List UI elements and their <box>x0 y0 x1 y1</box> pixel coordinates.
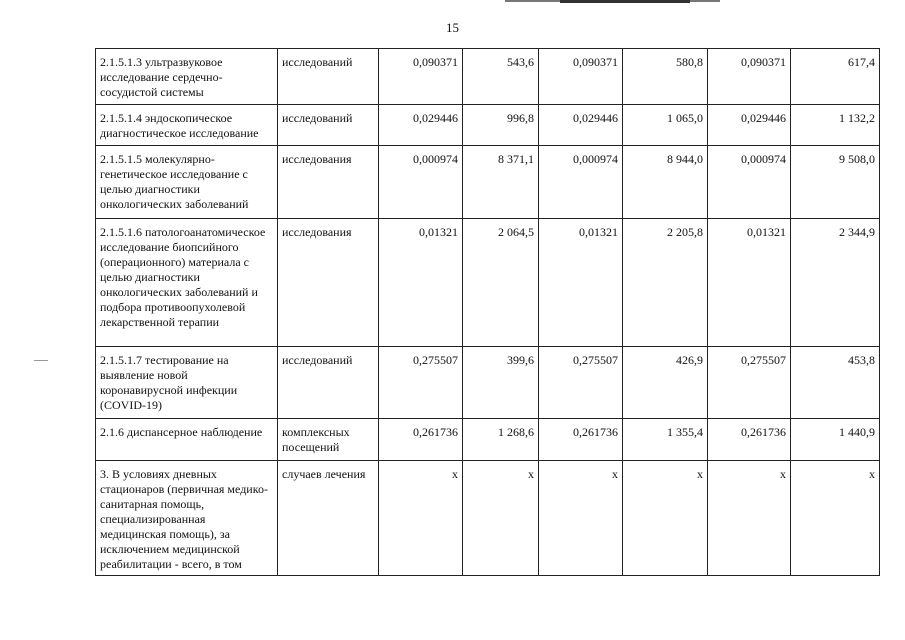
row-name: 2.1.5.1.6 патологоанатомическое исследование биопсийного (операционного) материала с целью диагностики онкологических заболеваний и подбора противоопухолевой лекарственной терапии <box>96 219 278 347</box>
table-row <box>96 461 880 576</box>
table-row <box>96 219 880 347</box>
row-value: x <box>379 461 463 576</box>
row-value: 543,6 <box>463 49 539 105</box>
row-value: 1 065,0 <box>623 105 708 146</box>
row-name: 2.1.6 диспансерное наблюдение <box>96 419 278 461</box>
row-value: 0,275507 <box>539 347 623 419</box>
row-value: 0,029446 <box>539 105 623 146</box>
row-value: 0,261736 <box>379 419 463 461</box>
row-value: x <box>623 461 708 576</box>
row-value: x <box>791 461 880 576</box>
row-unit: исследования <box>278 146 379 219</box>
row-unit: комплексных посещений <box>278 419 379 461</box>
row-value: 1 132,2 <box>791 105 880 146</box>
row-value: 399,6 <box>463 347 539 419</box>
row-value: 0,01321 <box>539 219 623 347</box>
row-value: 9 508,0 <box>791 146 880 219</box>
row-value: 0,000974 <box>379 146 463 219</box>
row-value: x <box>708 461 791 576</box>
row-value: 1 355,4 <box>623 419 708 461</box>
page-number: 15 <box>446 20 459 35</box>
row-value: 426,9 <box>623 347 708 419</box>
row-value: 0,090371 <box>539 49 623 105</box>
row-value: 996,8 <box>463 105 539 146</box>
table-row <box>96 49 880 105</box>
table-row <box>96 347 880 419</box>
row-value: 0,275507 <box>379 347 463 419</box>
row-value: 0,029446 <box>379 105 463 146</box>
row-value: 2 064,5 <box>463 219 539 347</box>
row-unit: исследований <box>278 49 379 105</box>
scan-artifact <box>560 0 690 3</box>
row-name: 3. В условиях дневных стационаров (первичная медико-санитарная помощь, специализированная медицинская помощь), за исключением медицинской реабилитации - всего, в том <box>96 461 278 576</box>
table-row <box>96 105 880 146</box>
row-value: x <box>539 461 623 576</box>
row-unit: исследования <box>278 219 379 347</box>
row-value: 0,01321 <box>379 219 463 347</box>
row-value: 0,029446 <box>708 105 791 146</box>
row-value: 0,275507 <box>708 347 791 419</box>
row-unit: исследований <box>278 347 379 419</box>
row-value: 580,8 <box>623 49 708 105</box>
row-value: 0,01321 <box>708 219 791 347</box>
row-value: 0,090371 <box>708 49 791 105</box>
row-value: 1 268,6 <box>463 419 539 461</box>
row-value: 453,8 <box>791 347 880 419</box>
row-value: 2 205,8 <box>623 219 708 347</box>
row-value: 0,000974 <box>539 146 623 219</box>
row-value: 0,000974 <box>708 146 791 219</box>
row-value: 2 344,9 <box>791 219 880 347</box>
row-value: 0,090371 <box>379 49 463 105</box>
table-row <box>96 419 880 461</box>
row-name: 2.1.5.1.5 молекулярно-генетическое исследование с целью диагностики онкологических заболеваний <box>96 146 278 219</box>
table-row <box>96 146 880 219</box>
row-name: 2.1.5.1.3 ультразвуковое исследование сердечно-сосудистой системы <box>96 49 278 105</box>
row-value: 8 371,1 <box>463 146 539 219</box>
row-value: 0,261736 <box>708 419 791 461</box>
row-unit: случаев лечения <box>278 461 379 576</box>
row-name: 2.1.5.1.7 тестирование на выявление новой коронавирусной инфекции (COVID-19) <box>96 347 278 419</box>
margin-mark <box>34 360 48 361</box>
row-unit: исследований <box>278 105 379 146</box>
row-value: 617,4 <box>791 49 880 105</box>
row-value: x <box>463 461 539 576</box>
row-value: 1 440,9 <box>791 419 880 461</box>
row-value: 0,261736 <box>539 419 623 461</box>
data-table <box>95 48 880 576</box>
row-value: 8 944,0 <box>623 146 708 219</box>
row-name: 2.1.5.1.4 эндоскопическое диагностическое исследование <box>96 105 278 146</box>
